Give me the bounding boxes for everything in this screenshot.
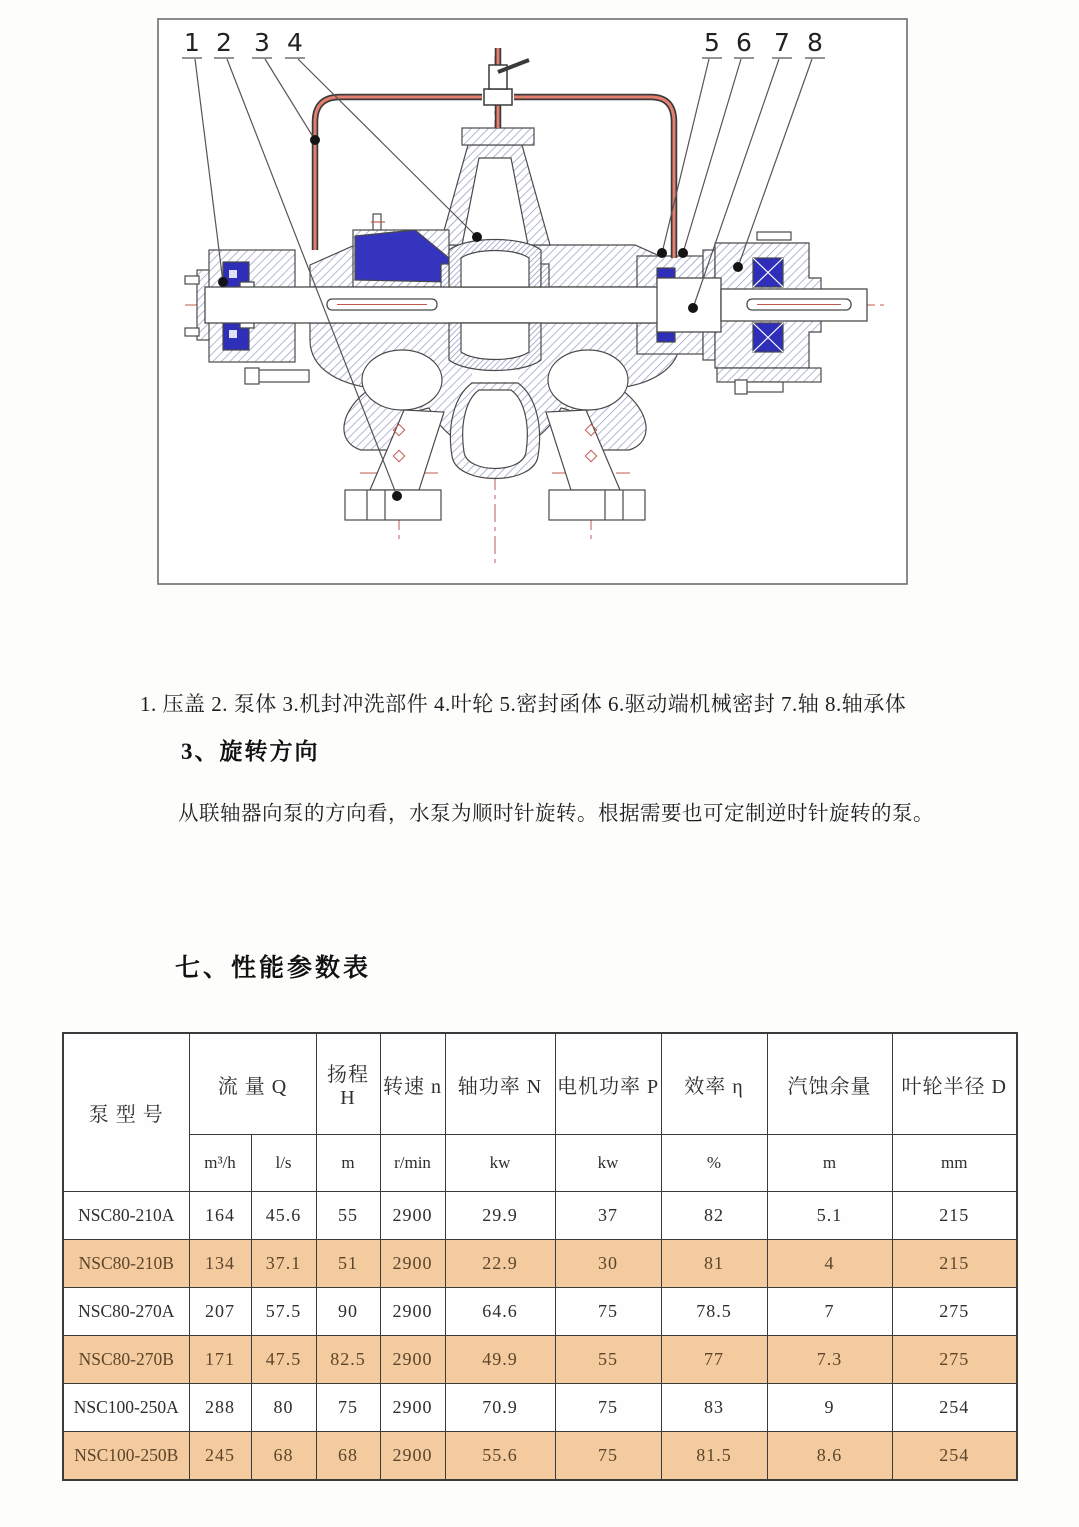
unit-efficiency: % (661, 1135, 767, 1192)
figure-box (157, 18, 908, 585)
performance-table-heading: 七、性能参数表 (175, 955, 372, 982)
pipe-cross-fitting (484, 89, 512, 105)
cell-value: 2900 (380, 1192, 445, 1240)
cell-value: 22.9 (445, 1240, 555, 1288)
cell-value: 2900 (380, 1432, 445, 1481)
cell-model: NSC80-210A (63, 1192, 189, 1240)
cell-value: 134 (189, 1240, 251, 1288)
unit-impeller: mm (892, 1135, 1017, 1192)
callout-7: 7 (774, 28, 790, 57)
cell-model: NSC80-270A (63, 1288, 189, 1336)
cell-value: 4 (767, 1240, 892, 1288)
cell-value: 37 (555, 1192, 661, 1240)
cell-value: 9 (767, 1384, 892, 1432)
cell-value: 90 (316, 1288, 380, 1336)
table-row (63, 1432, 1017, 1481)
cell-value: 51 (316, 1240, 380, 1288)
cell-value: 275 (892, 1336, 1017, 1384)
cell-value: 78.5 (661, 1288, 767, 1336)
cell-value: 57.5 (251, 1288, 316, 1336)
callout-5: 5 (704, 28, 720, 57)
cell-value: 254 (892, 1384, 1017, 1432)
rotation-paragraph: 从联轴器向泵的方向看，水泵为顺时针旋转。根据需要也可定制逆时针旋转的泵。 (178, 803, 934, 825)
cell-value: 80 (251, 1384, 316, 1432)
cell-value: 215 (892, 1192, 1017, 1240)
cell-value: 245 (189, 1432, 251, 1481)
cell-value: 37.1 (251, 1240, 316, 1288)
col-header-shaft-power: 轴功率 N (445, 1033, 555, 1135)
cell-value: 75 (555, 1432, 661, 1481)
cell-value: 207 (189, 1288, 251, 1336)
cell-value: 2900 (380, 1288, 445, 1336)
cell-value: 55 (316, 1192, 380, 1240)
col-header-speed: 转速 n (380, 1033, 445, 1135)
cell-value: 8.6 (767, 1432, 892, 1481)
cell-value: 7 (767, 1288, 892, 1336)
cell-value: 171 (189, 1336, 251, 1384)
callout-4: 4 (287, 28, 303, 57)
cell-value: 68 (251, 1432, 316, 1481)
col-header-head: 扬程 H (316, 1033, 380, 1135)
cell-value: 275 (892, 1288, 1017, 1336)
table-row (63, 1336, 1017, 1384)
unit-motor-power: kw (555, 1135, 661, 1192)
unit-npsh: m (767, 1135, 892, 1192)
table-row (63, 1192, 1017, 1240)
parts-caption: 1. 压盖 2. 泵体 3.机封冲洗部件 4.叶轮 5.密封函体 6.驱动端机械密封 7.轴 8.轴承体 (140, 692, 907, 716)
callout-8: 8 (807, 28, 823, 57)
cell-value: 2900 (380, 1384, 445, 1432)
unit-shaft-power: kw (445, 1135, 555, 1192)
cell-value: 55.6 (445, 1432, 555, 1481)
col-header-npsh: 汽蚀余量 (767, 1033, 892, 1135)
col-header-impeller: 叶轮半径 D (892, 1033, 1017, 1135)
cell-value: 81.5 (661, 1432, 767, 1481)
cell-model: NSC80-270B (63, 1336, 189, 1384)
cell-value: 49.9 (445, 1336, 555, 1384)
col-header-flow: 流 量 Q (189, 1033, 316, 1135)
cell-value: 55 (555, 1336, 661, 1384)
cell-value: 81 (661, 1240, 767, 1288)
callout-1: 1 (184, 28, 200, 57)
cell-value: 29.9 (445, 1192, 555, 1240)
cell-value: 30 (555, 1240, 661, 1288)
cell-value: 164 (189, 1192, 251, 1240)
table-row (63, 1240, 1017, 1288)
cell-model: NSC100-250B (63, 1432, 189, 1481)
unit-flow-m3h: m³/h (189, 1135, 251, 1192)
cell-value: 5.1 (767, 1192, 892, 1240)
cell-model: NSC80-210B (63, 1240, 189, 1288)
cell-value: 254 (892, 1432, 1017, 1481)
unit-head: m (316, 1135, 380, 1192)
cell-value: 47.5 (251, 1336, 316, 1384)
cell-value: 75 (316, 1384, 380, 1432)
col-header-efficiency: 效率 η (661, 1033, 767, 1135)
cell-value: 64.6 (445, 1288, 555, 1336)
callout-2: 2 (216, 28, 232, 57)
cell-value: 45.6 (251, 1192, 316, 1240)
table-row (63, 1288, 1017, 1336)
cell-value: 68 (316, 1432, 380, 1481)
cell-model: NSC100-250A (63, 1384, 189, 1432)
rotation-heading: 3、旋转方向 (181, 739, 320, 764)
cell-value: 75 (555, 1288, 661, 1336)
callout-3: 3 (254, 28, 270, 57)
callout-6: 6 (736, 28, 752, 57)
cell-value: 288 (189, 1384, 251, 1432)
col-header-model: 泵 型 号 (63, 1033, 189, 1192)
cell-value: 2900 (380, 1336, 445, 1384)
cell-value: 82.5 (316, 1336, 380, 1384)
cell-value: 7.3 (767, 1336, 892, 1384)
cell-value: 75 (555, 1384, 661, 1432)
table-row (63, 1384, 1017, 1432)
cell-value: 77 (661, 1336, 767, 1384)
pump-cross-section-diagram (157, 18, 908, 585)
unit-flow-ls: l/s (251, 1135, 316, 1192)
performance-table (62, 1032, 1018, 1481)
cell-value: 215 (892, 1240, 1017, 1288)
cell-value: 2900 (380, 1240, 445, 1288)
cell-value: 70.9 (445, 1384, 555, 1432)
col-header-motor-power: 电机功率 P (555, 1033, 661, 1135)
cell-value: 83 (661, 1384, 767, 1432)
cell-value: 82 (661, 1192, 767, 1240)
unit-speed: r/min (380, 1135, 445, 1192)
